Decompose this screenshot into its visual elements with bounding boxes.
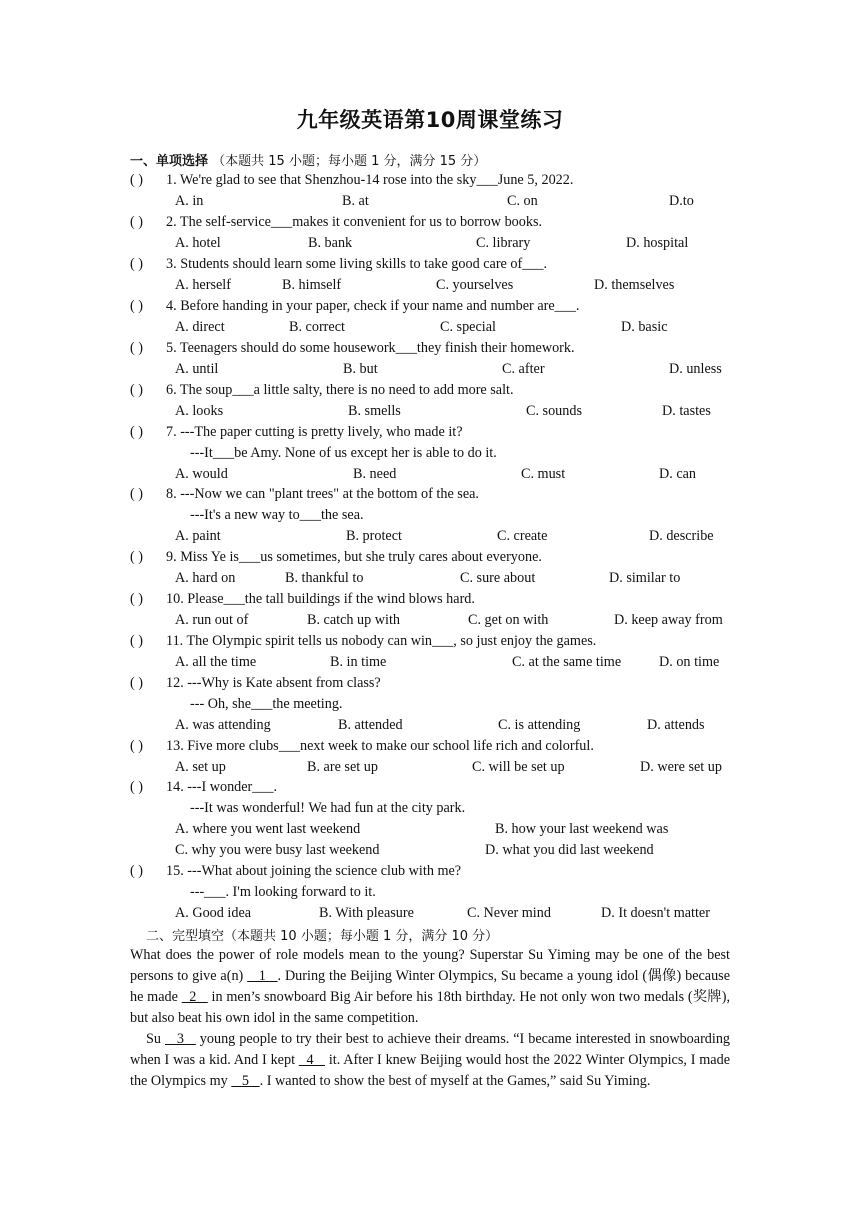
answer-option: D. keep away from	[614, 612, 723, 628]
answer-parentheses: ( )	[130, 779, 143, 795]
answer-parentheses: ( )	[130, 486, 143, 502]
answer-option: D. were set up	[640, 759, 722, 775]
answer-option: C. create	[497, 528, 548, 544]
question-dialogue-line: ---___. I'm looking forward to it.	[190, 884, 376, 900]
answer-option: B. protect	[346, 528, 402, 544]
answer-option: A. looks	[175, 403, 224, 419]
answer-option: C. library	[476, 235, 531, 251]
answer-option: B. With pleasure	[319, 905, 414, 921]
answer-parentheses: ( )	[130, 298, 143, 314]
passage-text: What does the power of role models mean to the young? Superstar Su Yiming may be one of the best persons to give a(n)	[130, 947, 730, 984]
answer-option: B. in time	[330, 654, 387, 670]
answer-option: B. smells	[348, 403, 401, 419]
answer-option: B. but	[343, 361, 378, 377]
cloze-blank: 5	[231, 1073, 260, 1089]
answer-option: A. was attending	[175, 717, 271, 733]
passage-text: in men’s snowboard Big Air before his 18th birthday. He not only won two medals (奖牌), but also beat his own idol in the same competition.	[130, 989, 730, 1026]
answer-option: B. thankful to	[285, 570, 364, 586]
answer-option: C. on	[507, 193, 538, 209]
passage-text: young people to try their best to achieve their dreams. “I became interested in snowboarding when I was a kid. And I kept	[130, 1031, 731, 1068]
answer-option: A. where you went last weekend	[175, 821, 361, 837]
passage-paragraph	[130, 1029, 730, 1092]
answer-parentheses: ( )	[130, 738, 143, 754]
question-text: 5. Teenagers should do some housework___they finish their homework.	[166, 340, 575, 356]
answer-option: D. on time	[659, 654, 720, 670]
answer-option: A. Good idea	[175, 905, 252, 921]
answer-parentheses: ( )	[130, 256, 143, 272]
answer-option: C. Never mind	[467, 905, 551, 921]
answer-parentheses: ( )	[130, 863, 143, 879]
question-text: 8. ---Now we can "plant trees" at the bottom of the sea.	[166, 486, 479, 502]
passage-text: it. After I knew Beijing would host the 2022 Winter Olympics, I made the Olympics my	[130, 1052, 730, 1089]
answer-option: A. in	[175, 193, 204, 209]
answer-parentheses: ( )	[130, 340, 143, 356]
question-dialogue-line: --- Oh, she___the meeting.	[190, 696, 343, 712]
answer-option: D. themselves	[594, 277, 675, 293]
question-text: 3. Students should learn some living skills to take good care of___.	[166, 256, 548, 272]
answer-option: D. tastes	[662, 403, 711, 419]
answer-parentheses: ( )	[130, 172, 143, 188]
passage-text: Su	[146, 1031, 165, 1047]
question-text: 1. We're glad to see that Shenzhou-14 rose into the sky___June 5, 2022.	[166, 172, 574, 188]
answer-parentheses: ( )	[130, 214, 143, 230]
cloze-blank: 1	[247, 968, 278, 984]
answer-option: C. will be set up	[472, 759, 565, 775]
section-2-heading	[146, 925, 498, 944]
answer-option: C. yourselves	[436, 277, 514, 293]
answer-option: D. similar to	[609, 570, 681, 586]
answer-parentheses: ( )	[130, 675, 143, 691]
answer-option: C. must	[521, 466, 566, 482]
answer-option: A. herself	[175, 277, 231, 293]
answer-option: B. are set up	[307, 759, 378, 775]
answer-option: D. unless	[669, 361, 722, 377]
question-text: 12. ---Why is Kate absent from class?	[166, 675, 381, 691]
answer-option: C. why you were busy last weekend	[175, 842, 380, 858]
passage-paragraph	[130, 945, 730, 1029]
answer-option: A. run out of	[175, 612, 249, 628]
answer-option: D. attends	[647, 717, 705, 733]
cloze-blank: 4	[298, 1052, 326, 1068]
passage-text: . During the Beijing Winter Olympics, Su became a young idol (偶像) because he made	[130, 968, 730, 1005]
question-text: 10. Please___the tall buildings if the wind blows hard.	[166, 591, 475, 607]
question-dialogue-line: ---It's a new way to___the sea.	[190, 507, 364, 523]
answer-option: B. catch up with	[307, 612, 400, 628]
answer-option: C. is attending	[498, 717, 581, 733]
section-1-note: （本题共 15 小题；每小题 1 分，满分 15 分）	[212, 154, 487, 169]
question-text: 9. Miss Ye is___us sometimes, but she truly cares about everyone.	[166, 549, 542, 565]
question-text: 15. ---What about joining the science club with me?	[166, 863, 462, 879]
answer-option: A. paint	[175, 528, 221, 544]
answer-option: D. describe	[649, 528, 714, 544]
answer-option: A. hotel	[175, 235, 221, 251]
answer-option: C. get on with	[468, 612, 549, 628]
answer-option: C. special	[440, 319, 496, 335]
answer-option: A. direct	[175, 319, 225, 335]
answer-option: B. at	[342, 193, 369, 209]
section-1-label: 一、单项选择	[130, 154, 209, 169]
question-text: 11. The Olympic spirit tells us nobody can win___, so just enjoy the games.	[166, 633, 597, 649]
section-2-label: 二、完型填空	[146, 929, 225, 944]
answer-parentheses: ( )	[130, 424, 143, 440]
answer-option: C. sure about	[460, 570, 536, 586]
answer-option: B. need	[353, 466, 397, 482]
answer-option: B. attended	[338, 717, 403, 733]
question-text: 14. ---I wonder___.	[166, 779, 278, 795]
answer-option: C. after	[502, 361, 545, 377]
answer-option: D. can	[659, 466, 697, 482]
answer-parentheses: ( )	[130, 549, 143, 565]
answer-option: D. basic	[621, 319, 668, 335]
passage-text: . I wanted to show the best of myself at the Games,” said Su Yiming.	[259, 1073, 651, 1089]
page-title: 九年级英语第10周课堂练习	[296, 108, 564, 132]
answer-option: D. what you did last weekend	[485, 842, 654, 858]
cloze-blank: 3	[164, 1031, 196, 1047]
answer-option: B. bank	[308, 235, 353, 251]
answer-option: B. how your last weekend was	[495, 821, 669, 837]
question-text: 6. The soup___a little salty, there is no need to add more salt.	[166, 382, 514, 398]
answer-parentheses: ( )	[130, 382, 143, 398]
question-text: 2. The self-service___makes it convenient for us to borrow books.	[166, 214, 543, 230]
cloze-blank: 2	[181, 989, 208, 1005]
answer-option: D. hospital	[626, 235, 689, 251]
answer-option: B. correct	[289, 319, 345, 335]
answer-parentheses: ( )	[130, 591, 143, 607]
answer-option: A. all the time	[175, 654, 257, 670]
answer-option: A. set up	[175, 759, 226, 775]
answer-option: D. It doesn't matter	[601, 905, 710, 921]
section-2-note: （本题共 10 小题；每小题 1 分，满分 10 分）	[224, 929, 499, 944]
answer-option: B. himself	[282, 277, 342, 293]
answer-option: A. until	[175, 361, 219, 377]
question-dialogue-line: ---It___be Amy. None of us except her is able to do it.	[190, 445, 497, 461]
question-text: 7. ---The paper cutting is pretty lively, who made it?	[166, 424, 463, 440]
question-text: 4. Before handing in your paper, check if your name and number are___.	[166, 298, 580, 314]
answer-option: A. would	[175, 466, 228, 482]
question-text: 13. Five more clubs___next week to make our school life rich and colorful.	[166, 738, 594, 754]
answer-option: C. sounds	[526, 403, 582, 419]
answer-option: C. at the same time	[512, 654, 622, 670]
answer-option: D.to	[669, 193, 694, 209]
section-1-heading	[130, 150, 486, 169]
answer-option: A. hard on	[175, 570, 236, 586]
answer-parentheses: ( )	[130, 633, 143, 649]
question-dialogue-line: ---It was wonderful! We had fun at the city park.	[190, 800, 466, 816]
